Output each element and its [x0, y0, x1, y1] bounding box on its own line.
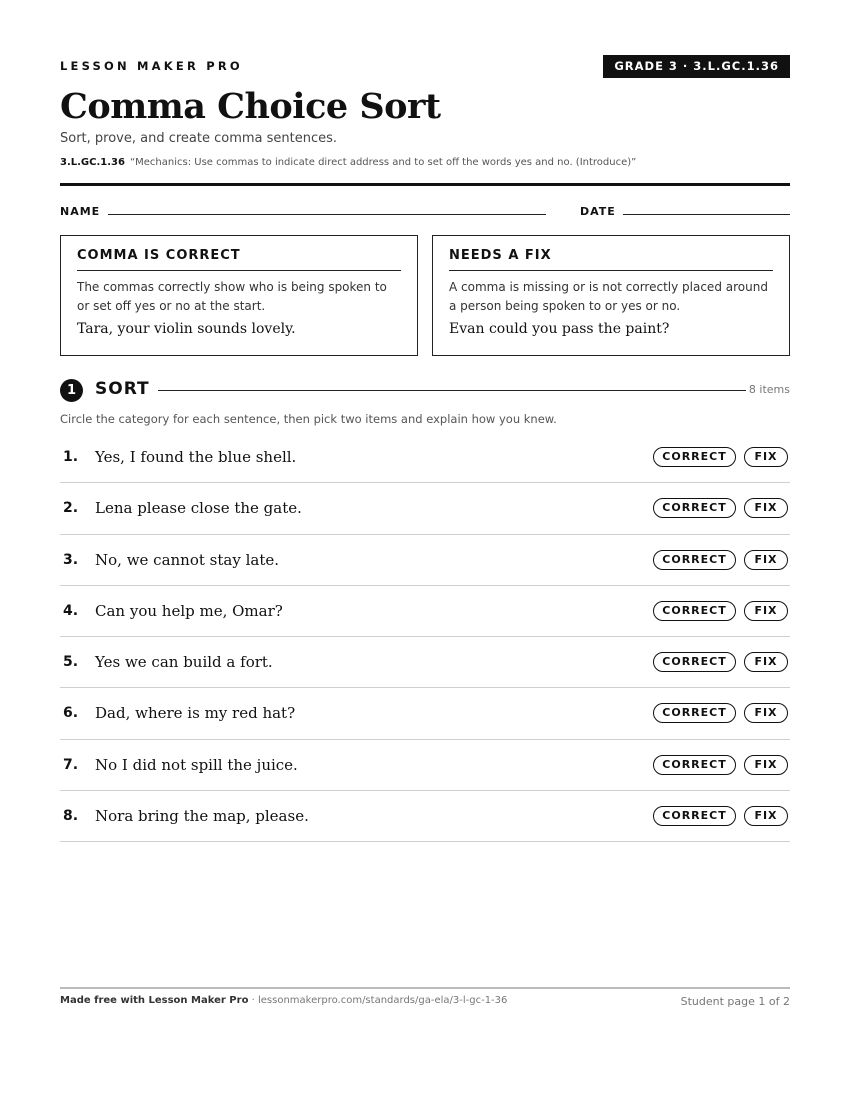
sort-item	[60, 535, 790, 586]
item-number: 8.	[63, 808, 79, 825]
sort-item	[60, 586, 790, 637]
correct-choice-button[interactable]: CORRECT	[653, 447, 736, 467]
correct-choice-button[interactable]: CORRECT	[653, 703, 736, 723]
item-number: 6.	[63, 705, 79, 722]
page-subtitle: Sort, prove, and create comma sentences.	[60, 131, 338, 146]
footer-page-number: Student page 1 of 2	[680, 995, 790, 1008]
brand-name: LESSON MAKER PRO	[60, 59, 243, 73]
item-count: 8 items	[748, 383, 790, 396]
date-field[interactable]	[623, 214, 790, 215]
standard-line	[60, 157, 636, 168]
item-sentence: Lena please close the gate.	[95, 499, 302, 518]
section-title: SORT	[95, 379, 150, 399]
fix-choice-button[interactable]: FIX	[744, 806, 788, 826]
fix-choice-button[interactable]: FIX	[744, 601, 788, 621]
date-label: DATE	[580, 205, 616, 218]
sort-item	[60, 791, 790, 842]
card-title: COMMA IS CORRECT	[77, 248, 401, 271]
sort-item	[60, 688, 790, 739]
item-number: 4.	[63, 602, 79, 619]
correct-choice-button[interactable]: CORRECT	[653, 806, 736, 826]
worksheet-page	[60, 0, 790, 1100]
standard-code: 3.L.GC.1.36	[60, 157, 125, 168]
section-number-badge: 1	[60, 379, 83, 402]
name-label: NAME	[60, 205, 101, 218]
item-sentence: No I did not spill the juice.	[95, 755, 298, 774]
item-sentence: Can you help me, Omar?	[95, 601, 283, 620]
item-sentence: Nora bring the map, please.	[95, 807, 309, 826]
item-number: 1.	[63, 449, 79, 465]
card-example: Evan could you pass the paint?	[449, 321, 670, 337]
fix-card	[432, 235, 790, 356]
fix-choice-button[interactable]: FIX	[744, 703, 788, 723]
sort-item	[60, 432, 790, 483]
correct-choice-button[interactable]: CORRECT	[653, 652, 736, 672]
footer-credit	[60, 995, 507, 1006]
item-number: 7.	[63, 756, 79, 773]
correct-choice-button[interactable]: CORRECT	[653, 498, 736, 518]
footer-url[interactable]: · lessonmakerpro.com/standards/ga-ela/3-l-gc-1-36	[248, 995, 508, 1006]
fix-choice-button[interactable]: FIX	[744, 755, 788, 775]
item-sentence: Dad, where is my red hat?	[95, 704, 296, 723]
sort-item	[60, 483, 790, 534]
item-sentence: No, we cannot stay late.	[95, 550, 279, 569]
footer-divider	[60, 987, 790, 989]
sort-item	[60, 740, 790, 791]
item-sentence: Yes, I found the blue shell.	[95, 448, 297, 466]
section-divider	[158, 390, 746, 391]
fix-choice-button[interactable]: FIX	[744, 550, 788, 570]
header-divider	[60, 183, 790, 186]
correct-choice-button[interactable]: CORRECT	[653, 601, 736, 621]
item-number: 2.	[63, 500, 79, 517]
grade-badge: GRADE 3 · 3.L.GC.1.36	[603, 55, 790, 78]
card-title: NEEDS A FIX	[449, 248, 773, 271]
card-description: A comma is missing or is not correctly placed around a person being spoken to or yes or no.	[449, 280, 768, 313]
name-field[interactable]	[108, 214, 546, 215]
sort-item	[60, 637, 790, 688]
page-title: Comma Choice Sort	[60, 86, 441, 127]
card-description: The commas correctly show who is being spoken to or set off yes or no at the start.	[77, 280, 387, 313]
fix-choice-button[interactable]: FIX	[744, 498, 788, 518]
fix-choice-button[interactable]: FIX	[744, 652, 788, 672]
standard-text: “Mechanics: Use commas to indicate direct address and to set off the words yes and no. (Introduce)”	[129, 157, 637, 168]
sort-list	[60, 432, 790, 842]
footer-made-with: Made free with Lesson Maker Pro	[60, 995, 249, 1006]
fix-choice-button[interactable]: FIX	[744, 447, 788, 467]
item-number: 3.	[63, 551, 79, 568]
correct-choice-button[interactable]: CORRECT	[653, 755, 736, 775]
correct-choice-button[interactable]: CORRECT	[653, 550, 736, 570]
card-example: Tara, your violin sounds lovely.	[77, 321, 296, 337]
section-instructions: Circle the category for each sentence, then pick two items and explain how you knew.	[60, 412, 557, 426]
item-sentence: Yes we can build a fort.	[95, 653, 273, 672]
correct-card	[60, 235, 418, 356]
item-number: 5.	[63, 654, 79, 671]
